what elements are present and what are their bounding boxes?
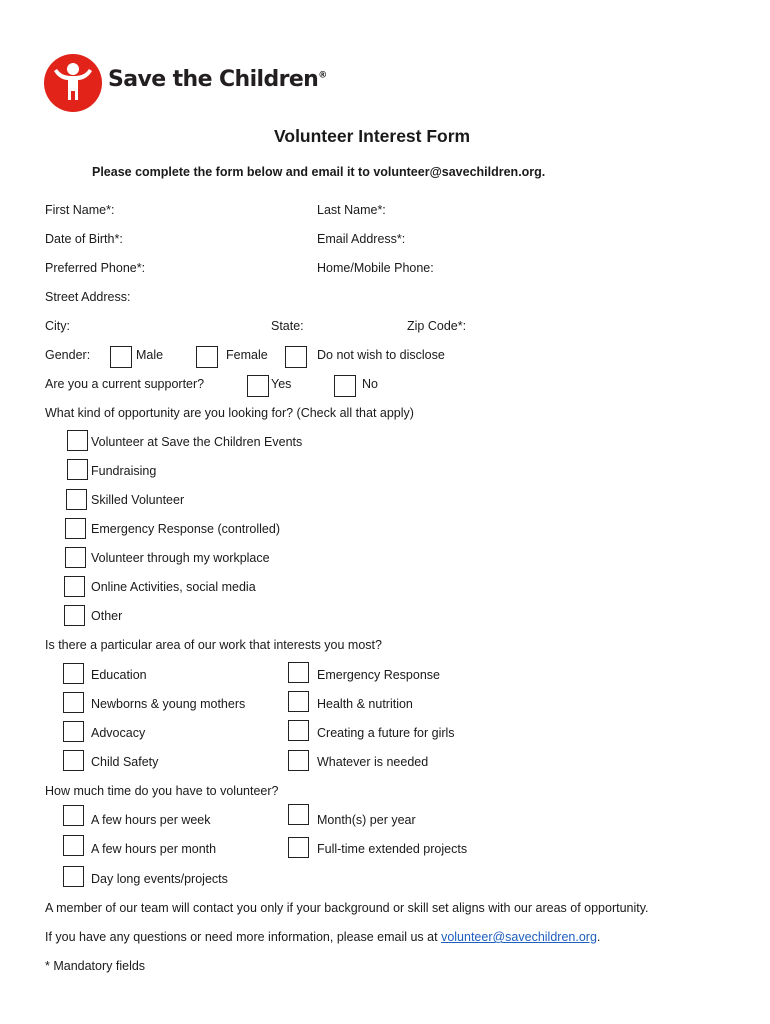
volunteer-email-link[interactable]: volunteer@savechildren.org bbox=[441, 930, 597, 944]
time-months-year-label: Month(s) per year bbox=[317, 813, 416, 827]
contact-note: A member of our team will contact you only if your background or skill set aligns with our areas of opportunity. bbox=[45, 901, 649, 915]
zip-label: Zip Code*: bbox=[407, 319, 467, 333]
gender-undisclosed-label: Do not wish to disclose bbox=[317, 348, 445, 362]
time-month-checkbox[interactable] bbox=[63, 835, 84, 856]
opportunity-workplace-label: Volunteer through my workplace bbox=[91, 551, 270, 565]
time-month-label: A few hours per month bbox=[91, 842, 217, 856]
interest-newborns-checkbox[interactable] bbox=[63, 692, 84, 713]
opportunity-question: What kind of opportunity are you looking for? (Check all that apply) bbox=[45, 406, 414, 420]
time-day-events-checkbox[interactable] bbox=[63, 866, 84, 887]
save-the-children-logo bbox=[44, 54, 344, 118]
email-label: Email Address*: bbox=[317, 232, 406, 246]
interest-girls-checkbox[interactable] bbox=[288, 720, 309, 741]
interest-advocacy-label: Advocacy bbox=[91, 726, 146, 740]
interest-emergency-checkbox[interactable] bbox=[288, 662, 309, 683]
form-title: Volunteer Interest Form bbox=[274, 126, 471, 146]
interest-newborns-label: Newborns & young mothers bbox=[91, 697, 246, 711]
form-instructions: Please complete the form below and email it to volunteer@savechildren.org. bbox=[92, 165, 546, 179]
opportunity-skilled-checkbox[interactable] bbox=[66, 489, 87, 510]
opportunity-fundraising-label: Fundraising bbox=[91, 464, 157, 478]
opportunity-online-checkbox[interactable] bbox=[64, 576, 85, 597]
interest-education-checkbox[interactable] bbox=[63, 663, 84, 684]
opportunity-events-label: Volunteer at Save the Children Events bbox=[91, 435, 303, 449]
interest-education-label: Education bbox=[91, 668, 147, 682]
gender-undisclosed-checkbox[interactable] bbox=[285, 346, 307, 368]
mandatory-note: * Mandatory fields bbox=[45, 959, 146, 973]
gender-female-label: Female bbox=[226, 348, 268, 362]
interest-child-safety-label: Child Safety bbox=[91, 755, 159, 769]
state-label: State: bbox=[271, 319, 304, 333]
supporter-no-label: No bbox=[362, 377, 378, 391]
logo-wordmark: Save the Children® bbox=[108, 67, 327, 92]
last-name-label: Last Name*: bbox=[317, 203, 386, 217]
time-question: How much time do you have to volunteer? bbox=[45, 784, 279, 798]
opportunity-workplace-checkbox[interactable] bbox=[65, 547, 86, 568]
interest-health-label: Health & nutrition bbox=[317, 697, 413, 711]
opportunity-online-label: Online Activities, social media bbox=[91, 580, 256, 594]
opportunity-other-checkbox[interactable] bbox=[64, 605, 85, 626]
first-name-label: First Name*: bbox=[45, 203, 115, 217]
logo-child-icon bbox=[44, 54, 102, 112]
opportunity-skilled-label: Skilled Volunteer bbox=[91, 493, 185, 507]
interest-child-safety-checkbox[interactable] bbox=[63, 750, 84, 771]
supporter-yes-checkbox[interactable] bbox=[247, 375, 269, 397]
gender-male-checkbox[interactable] bbox=[110, 346, 132, 368]
opportunity-fundraising-checkbox[interactable] bbox=[67, 459, 88, 480]
gender-label: Gender: bbox=[45, 348, 91, 362]
supporter-question: Are you a current supporter? bbox=[45, 377, 205, 391]
supporter-no-checkbox[interactable] bbox=[334, 375, 356, 397]
street-address-label: Street Address: bbox=[45, 290, 131, 304]
opportunity-other-label: Other bbox=[91, 609, 123, 623]
opportunity-emergency-checkbox[interactable] bbox=[65, 518, 86, 539]
time-day-events-label: Day long events/projects bbox=[91, 872, 228, 886]
interest-whatever-checkbox[interactable] bbox=[288, 750, 309, 771]
dob-label: Date of Birth*: bbox=[45, 232, 123, 246]
city-label: City: bbox=[45, 319, 70, 333]
interest-question: Is there a particular area of our work that interests you most? bbox=[45, 638, 382, 652]
time-week-label: A few hours per week bbox=[91, 813, 211, 827]
gender-male-label: Male bbox=[136, 348, 164, 362]
interest-advocacy-checkbox[interactable] bbox=[63, 721, 84, 742]
time-week-checkbox[interactable] bbox=[63, 805, 84, 826]
interest-emergency-label: Emergency Response bbox=[317, 668, 440, 682]
time-fulltime-label: Full-time extended projects bbox=[317, 842, 468, 856]
opportunity-emergency-label: Emergency Response (controlled) bbox=[91, 522, 280, 536]
interest-girls-label: Creating a future for girls bbox=[317, 726, 455, 740]
supporter-yes-label: Yes bbox=[271, 377, 292, 391]
preferred-phone-label: Preferred Phone*: bbox=[45, 261, 146, 275]
questions-note: If you have any questions or need more information, please email us at volunteer@savechildren.org. bbox=[45, 930, 601, 944]
home-phone-label: Home/Mobile Phone: bbox=[317, 261, 434, 275]
time-months-year-checkbox[interactable] bbox=[288, 804, 309, 825]
interest-whatever-label: Whatever is needed bbox=[317, 755, 429, 769]
interest-health-checkbox[interactable] bbox=[288, 691, 309, 712]
gender-female-checkbox[interactable] bbox=[196, 346, 218, 368]
time-fulltime-checkbox[interactable] bbox=[288, 837, 309, 858]
opportunity-events-checkbox[interactable] bbox=[67, 430, 88, 451]
